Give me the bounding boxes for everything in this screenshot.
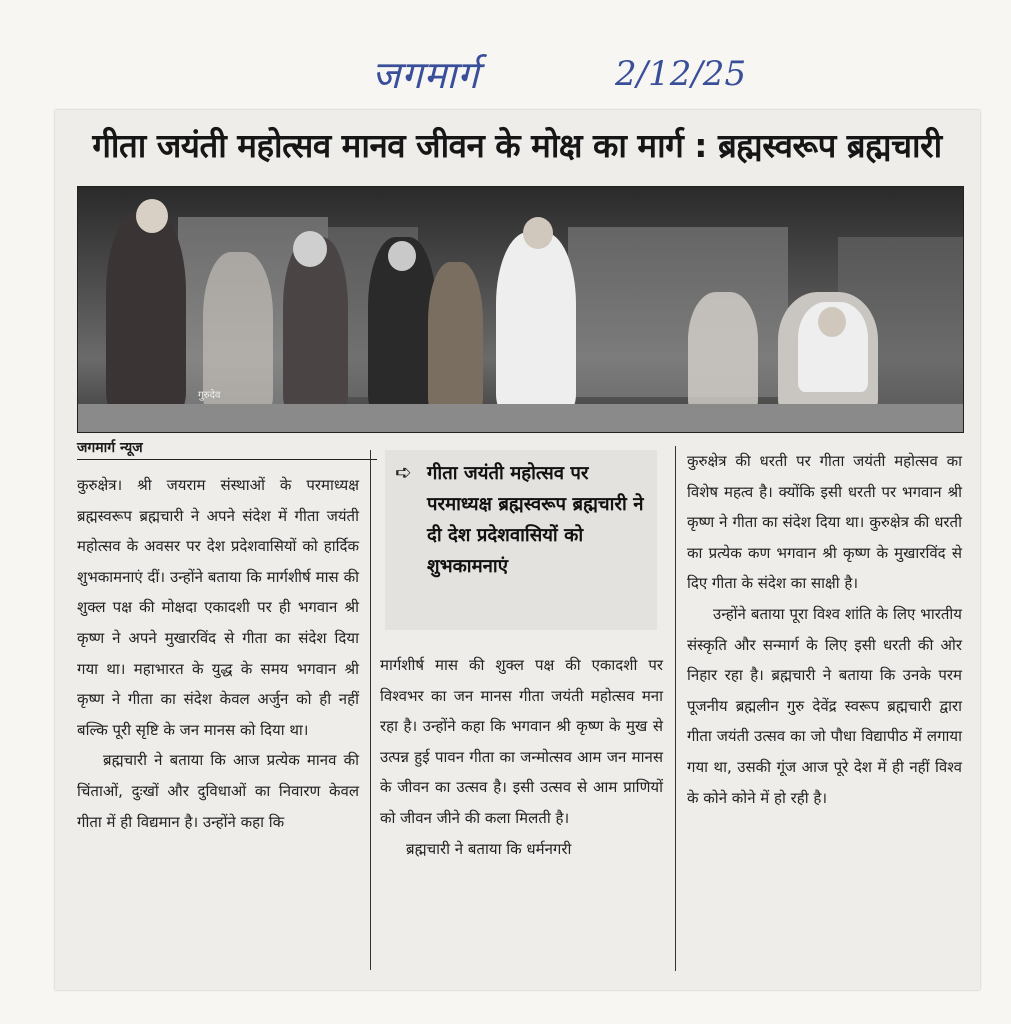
article-column-1 [77,470,359,837]
byline: जगमार्ग न्यूज [77,438,377,460]
column1-para2: ब्रह्मचारी ने बताया कि आज प्रत्येक मानव की चिंताओं, दुःखों और दुविधाओं का निवारण केवल गीता में ही विद्यमान है। उन्होंने कहा कि [77,751,359,831]
column1-para1: कुरुक्षेत्र। श्री जयराम संस्थाओं के परमाध्यक्ष ब्रह्मस्वरूप ब्रह्मचारी ने अपने संदेश में गीता जयंती महोत्सव के अवसर पर देश प्रदेशवासियों को हार्दिक शुभकामनाएं दीं। उन्होंने बताया कि मार्गशीर्ष मास की शुक्ल पक्ष की मोक्षदा एकादशी पर ही भगवान श्री कृष्ण ने अपने मुखारविंद से गीता का संदेश दिया गया था। महाभारत के युद्ध के समय भगवान श्री कृष्ण ने गीता का संदेश केवल अर्जुन को ही नहीं बल्कि पूरी सृष्टि के जन मानस को दिया था। [77,476,359,739]
handwritten-date: 2/12/25 [615,54,747,94]
arrow-right-icon: ➪ [395,460,412,484]
photo-banner-text: गुरुदेव [198,390,221,401]
column3-para2: उन्होंने बताया पूरा विश्व शांति के लिए भारतीय संस्कृति और सन्मार्ग के लिए इसी धरती की ओर निहार रहा है। ब्रह्मचारी ने बताया कि उनके परम पूजनीय ब्रह्मलीन गुरु देवेंद्र स्वरूप ब्रह्मचारी द्वारा गीता जयंती उत्सव का जो पौधा विद्यापीठ में लगाया गया था, उसकी गूंज आज पूरे देश में ही नहीं विश्व के कोने कोने में हो रही है। [687,604,962,807]
pullquote-text: गीता जयंती महोत्सव पर परमाध्यक्ष ब्रह्मस्वरूप ब्रह्मचारी ने दी देश प्रदेशवासियों को शुभकामनाएं [427,463,644,577]
event-photo [77,186,964,433]
handwritten-note [0,40,1011,110]
column3-para1: कुरुक्षेत्र की धरती पर गीता जयंती महोत्सव का विशेष महत्व है। क्योंकि इसी धरती पर भगवान श्री कृष्ण ने गीता का संदेश दिया था। कुरुक्षेत्र की धरती का प्रत्येक कण भगवान श्री कृष्ण के मुखारविंद से दिए गीता के संदेश का साक्षी है। [687,452,962,593]
newspaper-clipping [55,110,980,990]
handwritten-publication: जगमार्ग [372,53,480,97]
article-column-3 [687,446,962,813]
column2-para2: ब्रह्मचारी ने बताया कि धर्मनगरी [406,839,572,858]
column2-para1: मार्गशीर्ष मास की शुक्ल पक्ष की एकादशी पर विश्वभर का जन मानस गीता जयंती महोत्सव मना रहा है। उन्होंने कहा कि भगवान श्री कृष्ण के मुख से उत्पन्न हुई पावन गीता का जन्मोत्सव आम जन मानस के जीवन का उत्सव है। इसी उत्सव से आम प्राणियों को जीवन जीने की कला मिलती है। [380,656,663,827]
headline: गीता जयंती महोत्सव मानव जीवन के मोक्ष का मार्ग : ब्रह्मस्वरूप ब्रह्मचारी [92,126,942,165]
article-column-2 [380,650,663,864]
pullquote-box [385,450,657,630]
